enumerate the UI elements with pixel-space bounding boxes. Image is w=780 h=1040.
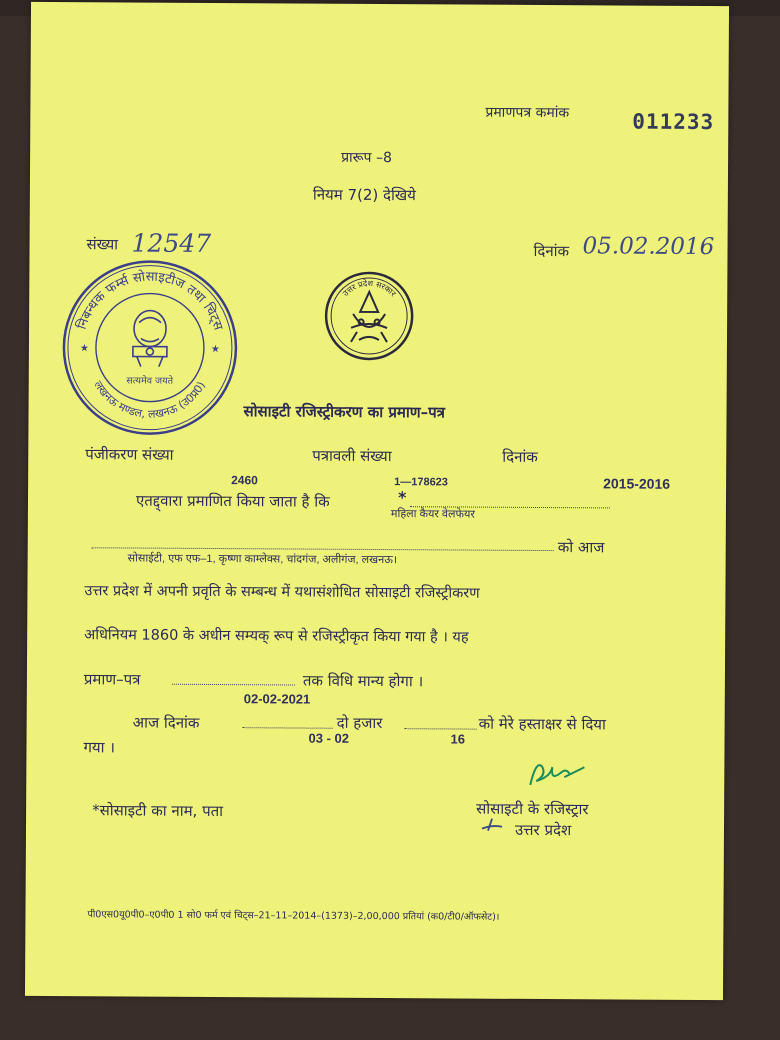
registrar-title: सोसाइटी के रजिस्ट्रार — [476, 799, 589, 819]
gaya-text: गया । — [83, 738, 116, 757]
registrar-state: उत्तर प्रदेश — [514, 820, 572, 840]
certificate-number-label: प्रमाणपत्र कमांक — [485, 104, 570, 122]
date-handwritten: 05.02.2016 — [582, 233, 715, 261]
registration-no-value: 2460 — [231, 473, 258, 488]
validity-prefix: प्रमाण–पत्र — [83, 670, 141, 689]
svg-text:उत्तर प्रदेश सरकार: उत्तर प्रदेश सरकार — [341, 278, 398, 299]
footnote-text: *सोसाइटी का नाम, पता — [92, 801, 224, 821]
body-line-1: उत्तर प्रदेश में अपनी प्रवृति के सम्बन्ध में यथासंशोधित सोसाइटी रजिस्ट्रीकरण — [84, 583, 480, 602]
issue-year: 16 — [450, 731, 466, 747]
society-name: महिला कैयर वेलफेयर — [390, 508, 475, 521]
svg-text:सत्यमेव जयते: सत्यमेव जयते — [126, 375, 174, 387]
rule-label: नियम 7(2) देखिये — [312, 185, 416, 205]
certify-text: एतद्द्वारा प्रमाणित किया जाता है कि — [135, 491, 330, 511]
column-date-label: दिनांक — [502, 447, 538, 466]
up-government-emblem — [323, 270, 416, 363]
number-label: संख्या — [86, 235, 119, 254]
svg-text:★: ★ — [79, 343, 89, 355]
signature-phrase: को मेरे हस्ताक्षर से दिया — [478, 714, 606, 734]
printer-line: पी0एस0यू0पी0–ए0पी0 1 सो0 फर्म एवं चिट्स–21–11–2014–(1373)–2,00,000 प्रतियां (क0/टी0/ऑफसेट)। — [87, 909, 500, 923]
ko-aaj-text: को आज — [557, 538, 605, 557]
certificate-number: 011233 — [632, 109, 715, 135]
date-label: दिनांक — [533, 241, 570, 261]
certificate-paper — [25, 2, 729, 1000]
registration-no-label: पंजीकरण संख्या — [85, 445, 174, 464]
file-no-label: पत्रावली संख्या — [312, 446, 392, 466]
svg-text:निबन्धक फर्म्स सोसाइटीज तथा चि: निबन्धक फर्म्स सोसाइटीज तथा चिट्स — [74, 269, 226, 333]
number-handwritten: 12547 — [131, 228, 212, 258]
registrar-signature — [524, 753, 594, 795]
certificate-title: सोसाइटी रजिस्ट्रीकरण का प्रमाण–पत्र — [243, 402, 446, 422]
registrar-seal — [60, 258, 239, 437]
issue-day-month: 03 - 02 — [308, 730, 350, 746]
year-value: 2015-2016 — [603, 475, 671, 492]
footnote-asterisk: * — [397, 488, 407, 508]
issue-year-line — [405, 728, 477, 729]
file-no-value: 1—178623 — [394, 476, 448, 489]
validity-line — [172, 684, 295, 686]
aaj-dinank-text: आज दिनांक — [132, 713, 200, 732]
form-label: प्रारूप –8 — [341, 149, 392, 167]
do-hazar-text: दो हजार — [336, 713, 383, 733]
issue-date-line — [243, 727, 333, 729]
validity-date: 02-02-2021 — [243, 691, 311, 707]
svg-text:★: ★ — [210, 343, 220, 356]
svg-text:लखनऊ मण्डल, लखनऊ (उ0प्र0): लखनऊ मण्डल, लखनऊ (उ0प्र0) — [91, 378, 209, 421]
validity-suffix: तक विधि मान्य होगा । — [302, 671, 424, 691]
society-address: सोसाईटी, एफ एफ–1, कृष्णा काम्लेक्स, चांदगंज, अलीगंज, लखनऊ। — [127, 552, 398, 567]
body-line-2: अधिनियम 1860 के अधीन सम्यक् रूप से रजिस्ट्रीकृत किया गया है । यह — [84, 627, 469, 646]
